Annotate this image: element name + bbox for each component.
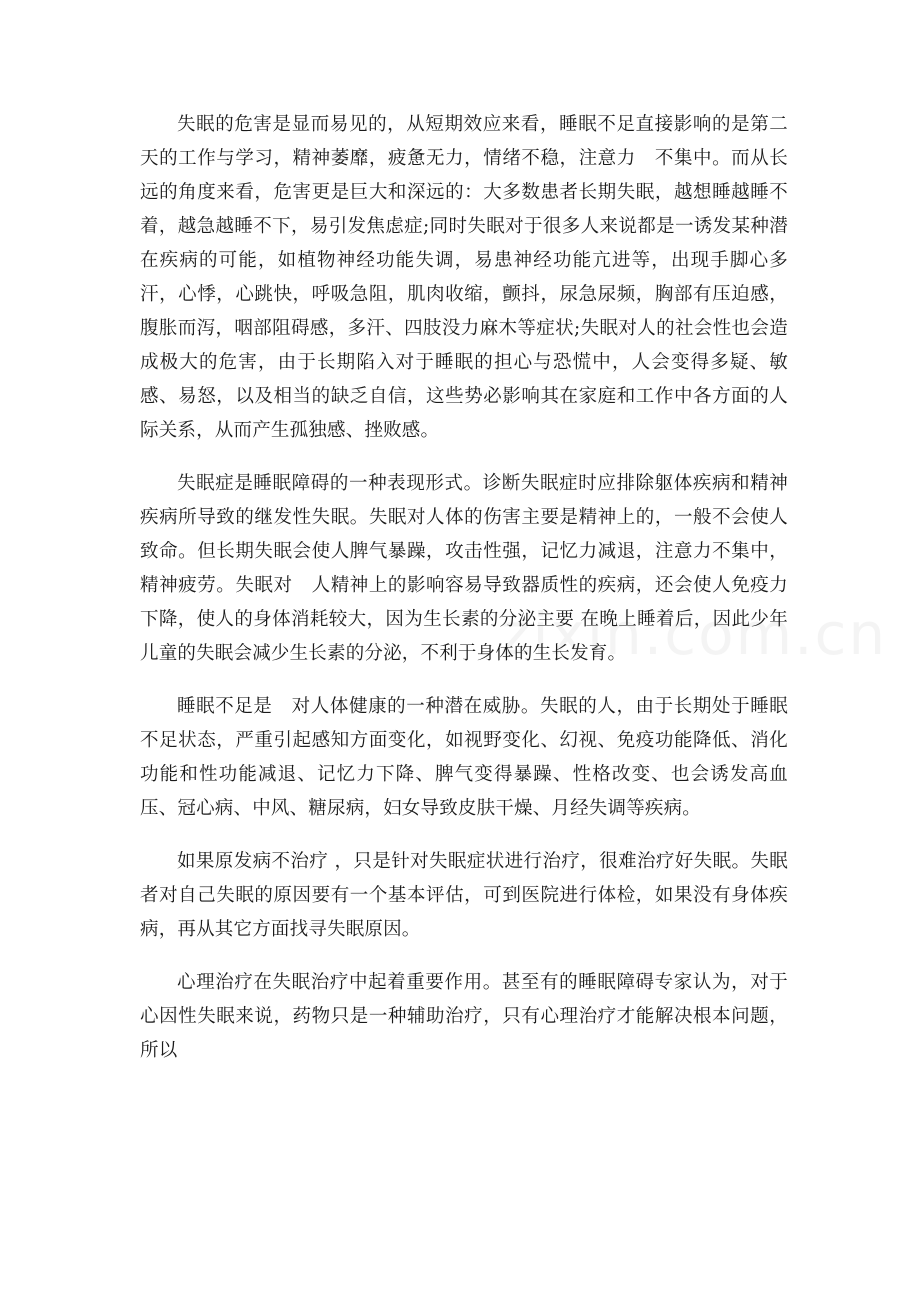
- paragraph-2: 失眠症是睡眠障碍的一种表现形式。诊断失眠症时应排除躯体疾病和精神疾病所导致的继发性失眠。失眠对人体的伤害主要是精神上的，一般不会使人致命。但长期失眠会使人脾气暴躁，攻击性强，记忆力减退，注意力不集中，精神疲劳。失眠对 人精神上的影响容易导致器质性的疾病，还会使人免疫力下降，使人的身体消耗较大，因为生长素的分泌主要 在晚上睡着后，因此少年儿童的失眠会减少生长素的分泌，不利于身体的生长发育。: [140, 473, 788, 664]
- paragraph-4: 如果原发病不治疗 ，只是针对失眠症状进行治疗，很难治疗好失眠。失眠者对自己失眠的原因要有一个基本评估，可到医院进行体检，如果没有身体疾病，再从其它方面找寻失眠原因。: [140, 851, 788, 940]
- paragraph-1: 失眠的危害是显而易见的，从短期效应来看，睡眠不足直接影响的是第二天的工作与学习，精神萎靡，疲惫无力，情绪不稳，注意力 不集中。而从长远的角度来看，危害更是巨大和深远的：大多数患者长期失眠，越想睡越睡不着，越急越睡不下，易引发焦虑症;同时失眠对于很多人来说都是一诱发某种潜在疾病的可能，如植物神经功能失调，易患神经功能亢进等，出现手脚心多汗，心悸，心跳快，呼吸急阻，肌肉收缩，颤抖，尿急尿频，胸部有压迫感，腹胀而泻，咽部阻碍感，多汗、四肢没力麻木等症状;失眠对人的社会性也会造成极大的危害，由于长期陷入对于睡眠的担心与恐慌中，人会变得多疑、敏感、易怒，以及相当的缺乏自信，这些势必影响其在家庭和工作中各方面的人际关系，从而产生孤独感、挫败感。: [140, 114, 788, 441]
- paragraph-5: 心理治疗在失眠治疗中起着重要作用。甚至有的睡眠障碍专家认为，对于心因性失眠来说，药物只是一种辅助治疗，只有心理治疗才能解决根本问题，所以: [140, 972, 788, 1061]
- document-body: [140, 108, 788, 1087]
- paragraph-3: 睡眠不足是 对人体健康的一种潜在威胁。失眠的人，由于长期处于睡眠不足状态，严重引起感知方面变化，如视野变化、幻视、免疫功能降低、消化功能和性功能减退、记忆力下降、脾气变得暴躁、性格改变、也会诱发高血压、冠心病、中风、糖尿病，妇女导致皮肤干燥、月经失调等疾病。: [140, 696, 788, 819]
